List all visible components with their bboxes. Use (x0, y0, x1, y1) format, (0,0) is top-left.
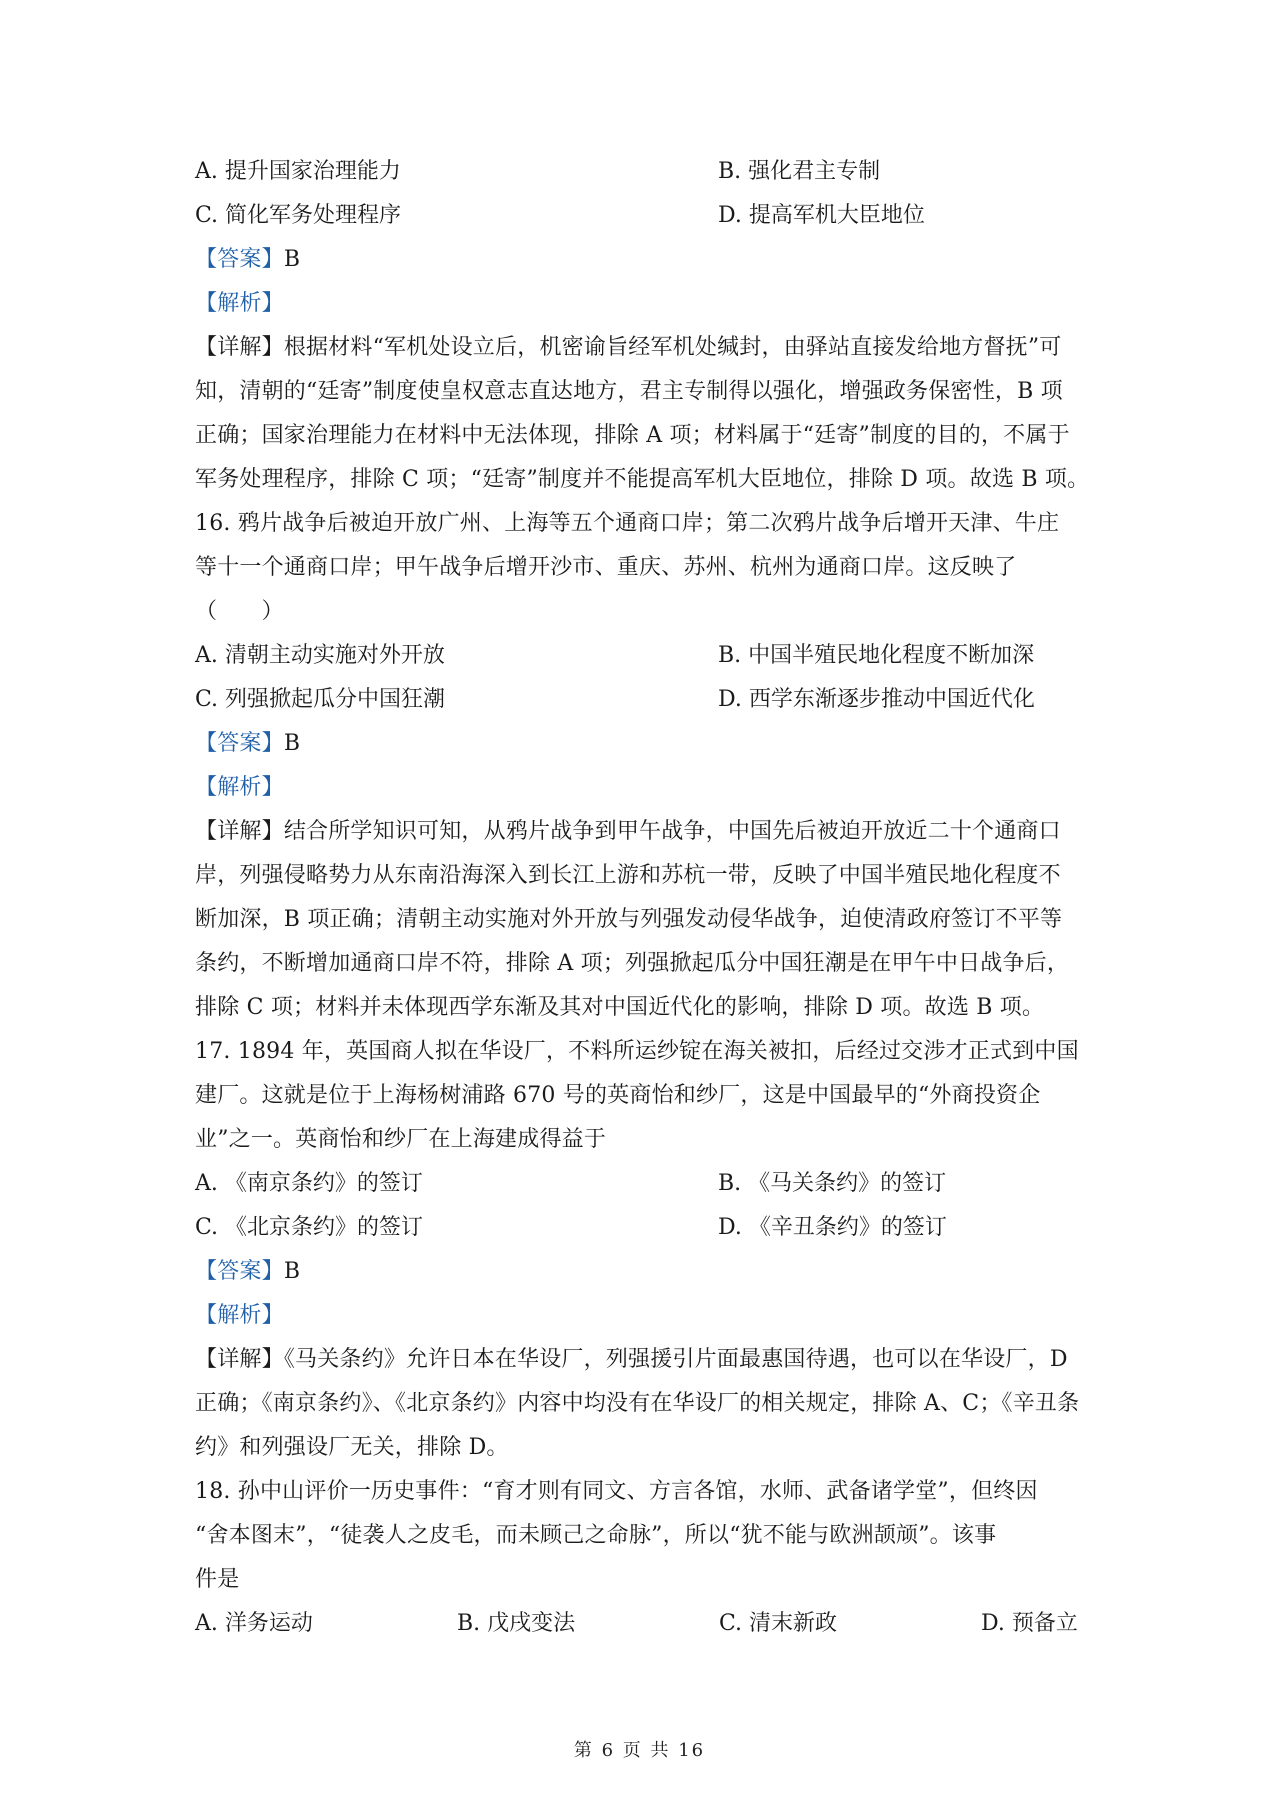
q15-detail-line-2: 知，清朝的“廷寄”制度使皇权意志直达地方，君主专制得以强化，增强政务保密性，B 项 (195, 379, 1063, 404)
q15-detail-line-1 (195, 326, 1095, 370)
q18-stem-line-2: “舍本图末”，“徒袭人之皮毛，而未顾己之命脉”，所以“犹不能与欧洲颉颃”。该事 (195, 1523, 997, 1548)
q16-detail-line-3: 断加深，B 项正确；清朝主动实施对外开放与列强发动侵华战争，迫使清政府签订不平等 (195, 907, 1063, 932)
q15-option-a: A. 提升国家治理能力 (195, 159, 401, 184)
q17-detail-line-1 (195, 1338, 1095, 1382)
q15-analysis (195, 282, 1095, 326)
q17-stem-line-3: 业”之一。英商怡和纱厂在上海建成得益于 (195, 1127, 607, 1152)
q17-options-row-1 (195, 1162, 1095, 1206)
q18-stem-line-1: 18. 孙中山评价一历史事件：“育才则有同文、方言各馆，水师、武备诸学堂”，但终因 (195, 1479, 1038, 1504)
q17-stem-line-2: 建厂。这就是位于上海杨树浦路 670 号的英商怡和纱厂，这是中国最早的“外商投资企 (195, 1083, 1041, 1108)
q15-option-b: B. 强化君主专制 (718, 159, 881, 184)
answer-tag: 【答案】 (195, 247, 284, 272)
q15-detail-line-3: 正确；国家治理能力在材料中无法体现，排除 A 项；材料属于“廷寄”制度的目的，不属于 (195, 423, 1070, 448)
answer-value: B (283, 1259, 301, 1284)
detail-text: 根据材料“军机处设立后，机密谕旨经军机处缄封，由驿站直接发给地方督抚”可 (283, 335, 1062, 360)
q16-stem-line-1: 16. 鸦片战争后被迫开放广州、上海等五个通商口岸；第二次鸦片战争后增开天津、牛庄 (195, 511, 1060, 536)
q16-detail-line-5: 排除 C 项；材料并未体现西学东渐及其对中国近代化的影响，排除 D 项。故选 B 项。 (195, 995, 1045, 1020)
q16-detail-line-2: 岸，列强侵略势力从东南沿海深入到长江上游和苏杭一带，反映了中国半殖民地化程度不 (195, 863, 1061, 888)
analysis-tag: 【解析】 (195, 291, 284, 316)
answer-tag: 【答案】 (195, 1259, 284, 1284)
q16-stem-line-3: （ ） (195, 599, 284, 624)
q16-detail-line-4: 条约，不断增加通商口岸不符，排除 A 项；列强掀起瓜分中国狂潮是在甲午中日战争后， (195, 951, 1070, 976)
q16-stem-line-2: 等十一个通商口岸；甲午战争后增开沙市、重庆、苏州、杭州为通商口岸。这反映了 (195, 555, 1017, 580)
analysis-tag: 【解析】 (195, 775, 284, 800)
answer-tag: 【答案】 (195, 731, 284, 756)
q17-detail-line-3: 约》和列强设厂无关，排除 D。 (195, 1435, 509, 1460)
q17-answer (195, 1250, 1095, 1294)
q15-answer (195, 238, 1095, 282)
q17-detail-line-2: 正确；《南京条约》、《北京条约》内容中均没有在华设厂的相关规定，排除 A、C；《辛丑条 (195, 1391, 1080, 1416)
detail-text: 《马关条约》允许日本在华设厂，列强援引片面最惠国待遇，也可以在华设厂，D (283, 1347, 1068, 1372)
detail-text: 结合所学知识可知，从鸦片战争到甲午战争，中国先后被迫开放近二十个通商口 (283, 819, 1061, 844)
q15-detail-line-4: 军务处理程序，排除 C 项；“廷寄”制度并不能提高军机大臣地位，排除 D 项。故选 B 项。 (195, 467, 1090, 492)
answer-value: B (283, 247, 301, 272)
q15-options-row-1 (195, 150, 1095, 194)
q16-option-a: A. 清朝主动实施对外开放 (195, 643, 445, 668)
q18-options-row (195, 1602, 1095, 1646)
q15-options-row-2 (195, 194, 1095, 238)
q16-analysis (195, 766, 1095, 810)
document-page (195, 150, 1095, 1646)
q16-options-row-1 (195, 634, 1095, 678)
q16-answer (195, 722, 1095, 766)
answer-value: B (283, 731, 301, 756)
q15-option-c: C. 简化军务处理程序 (195, 203, 402, 228)
q15-option-d: D. 提高军机大臣地位 (718, 203, 925, 228)
q17-analysis (195, 1294, 1095, 1338)
q17-option-a: A. 《南京条约》的签订 (195, 1171, 423, 1196)
q17-options-row-2 (195, 1206, 1095, 1250)
detail-tag: 【详解】 (195, 1347, 284, 1372)
q17-option-b: B. 《马关条约》的签订 (718, 1171, 947, 1196)
q17-option-d: D. 《辛丑条约》的签订 (718, 1215, 947, 1240)
q18-option-c: C. 清末新政 (719, 1611, 838, 1636)
q16-option-b: B. 中国半殖民地化程度不断加深 (718, 643, 1035, 668)
detail-tag: 【详解】 (195, 819, 284, 844)
analysis-tag: 【解析】 (195, 1303, 284, 1328)
q16-detail-line-1 (195, 810, 1095, 854)
page-footer: 第 6 页 共 16 (573, 1740, 706, 1761)
detail-tag: 【详解】 (195, 335, 284, 360)
q18-stem-line-3: 件是 (195, 1567, 240, 1592)
q16-option-c: C. 列强掀起瓜分中国狂潮 (195, 687, 446, 712)
q18-option-b: B. 戊戌变法 (457, 1611, 576, 1636)
q16-options-row-2 (195, 678, 1095, 722)
q18-option-a: A. 洋务运动 (195, 1611, 313, 1636)
q16-option-d: D. 西学东渐逐步推动中国近代化 (718, 687, 1035, 712)
q18-option-d: D. 预备立 (981, 1611, 1078, 1636)
q17-stem-line-1: 17. 1894 年，英国商人拟在华设厂，不料所运纱锭在海关被扣，后经过交涉才正式到中国 (195, 1039, 1079, 1064)
q17-option-c: C. 《北京条约》的签订 (195, 1215, 424, 1240)
